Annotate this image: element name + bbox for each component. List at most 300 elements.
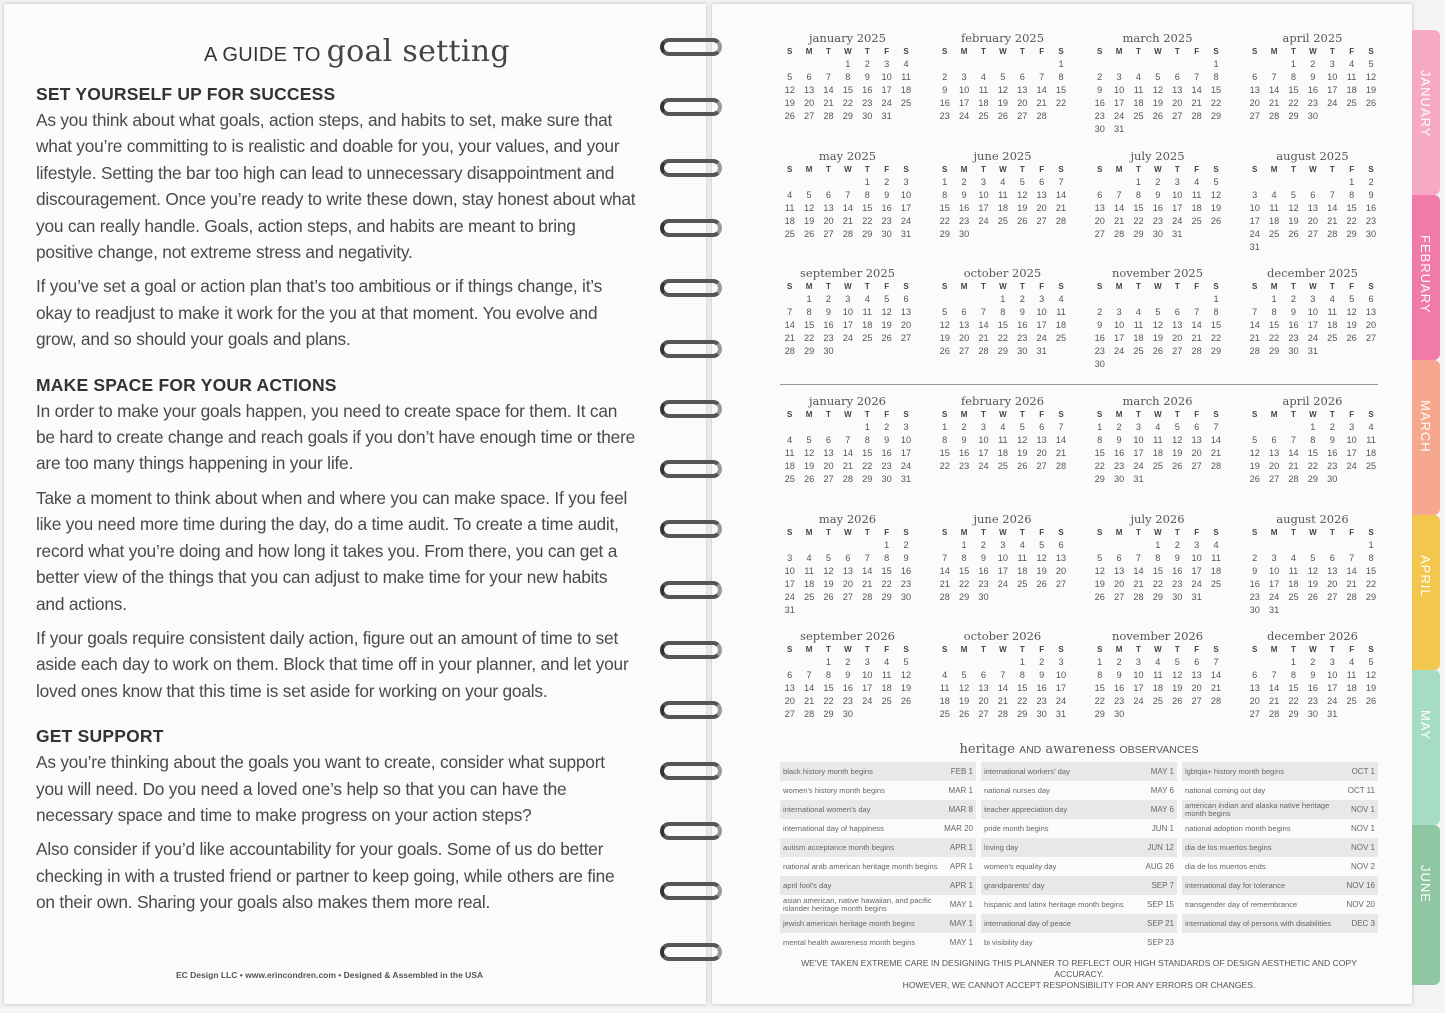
day-cell: 15 xyxy=(1307,448,1318,458)
day-cell: 16 xyxy=(842,683,853,693)
day-cell: 30 xyxy=(1327,474,1338,484)
day-cell: 4 xyxy=(1349,657,1355,667)
weekday-label: T xyxy=(864,645,870,654)
observance-name: teacher appreciation day xyxy=(984,804,1068,814)
weekday-label: M xyxy=(1115,282,1123,291)
day-cell: 7 xyxy=(1349,553,1355,563)
day-cell: 12 xyxy=(958,683,970,693)
day-cell: 23 xyxy=(1152,216,1163,226)
spiral-ring xyxy=(660,400,722,420)
day-cell: 22 xyxy=(939,216,950,226)
day-cell: 25 xyxy=(1055,333,1067,343)
day-cell: 27 xyxy=(1268,474,1280,484)
empty-day xyxy=(780,656,799,669)
day-cell: 24 xyxy=(1113,111,1125,121)
day-cell: 28 xyxy=(1249,346,1260,356)
day-cell: 4 xyxy=(1135,307,1142,317)
observance-date: SEP 15 xyxy=(1147,900,1174,909)
empty-day xyxy=(1245,293,1264,306)
obs-title-b: AND xyxy=(1019,744,1042,756)
day-cell: 11 xyxy=(978,85,989,95)
day-cell: 26 xyxy=(803,229,815,239)
day-cell: 13 xyxy=(1365,307,1377,317)
day-cell: 3 xyxy=(1116,72,1122,82)
day-cell: 27 xyxy=(1249,709,1260,719)
day-cell: 12 xyxy=(803,448,815,458)
observance-date: NOV 1 xyxy=(1350,824,1375,833)
weekday-label: S xyxy=(1252,165,1258,174)
weekday-label: T xyxy=(1136,410,1141,419)
day-cell: 15 xyxy=(862,203,873,213)
day-cell: 21 xyxy=(842,461,853,471)
section-heading: GET SUPPORT xyxy=(36,726,164,747)
day-cell: 10 xyxy=(1113,85,1125,95)
day-cell: 4 xyxy=(1194,177,1200,187)
empty-day xyxy=(1187,293,1206,306)
day-cell: 13 xyxy=(1268,448,1280,458)
day-cell: 23 xyxy=(900,579,912,589)
day-cell: 13 xyxy=(1055,553,1067,563)
month-calendar xyxy=(780,32,915,123)
tab-june[interactable] xyxy=(1412,825,1440,985)
day-cell: 7 xyxy=(980,307,987,317)
weekday-label: S xyxy=(1252,47,1258,56)
day-cell: 6 xyxy=(806,72,812,82)
weekday-label: W xyxy=(1154,165,1162,174)
day-cell: 7 xyxy=(1194,72,1200,82)
day-cell: 16 xyxy=(1113,683,1125,693)
weekday-label: S xyxy=(787,282,793,291)
empty-day xyxy=(1245,58,1264,71)
observance-date: OCT 1 xyxy=(1351,767,1375,776)
day-cell: 3 xyxy=(1271,553,1277,563)
day-cell: 4 xyxy=(787,435,793,445)
weekday-label: T xyxy=(981,410,986,419)
day-cell: 4 xyxy=(1271,190,1277,200)
weekday-label: S xyxy=(1213,47,1219,56)
empty-day xyxy=(838,421,857,434)
day-cell: 24 xyxy=(978,216,989,226)
weekday-label: T xyxy=(1291,282,1296,291)
day-cell: 21 xyxy=(1210,448,1222,458)
weekday-label: S xyxy=(1213,282,1219,291)
day-cell: 22 xyxy=(1288,98,1299,108)
observance-date: MAR 20 xyxy=(944,824,973,833)
month-title: may 2026 xyxy=(818,512,877,526)
weekday-label: T xyxy=(981,528,986,537)
month-title: october 2026 xyxy=(963,629,1042,643)
empty-day xyxy=(780,176,799,189)
day-cell: 1 xyxy=(825,657,832,667)
month-calendar xyxy=(1090,513,1225,604)
weekday-label: T xyxy=(1019,528,1025,537)
observance-date: MAY 1 xyxy=(949,919,973,928)
day-cell: 4 xyxy=(1349,59,1355,69)
observance-name: international day of happiness xyxy=(783,823,884,833)
observance-name: women's history month begins xyxy=(783,785,885,795)
month-calendar xyxy=(1245,150,1380,254)
weekday-label: M xyxy=(805,282,813,291)
day-cell: 16 xyxy=(1365,203,1377,213)
weekday-label: F xyxy=(884,528,890,537)
weekday-label: F xyxy=(1194,282,1200,291)
observance-name: national coming out day xyxy=(1185,785,1266,795)
month-calendar xyxy=(1245,630,1380,721)
empty-day xyxy=(935,656,954,669)
observance-row xyxy=(1182,876,1378,895)
day-cell: 29 xyxy=(803,346,815,356)
day-cell: 12 xyxy=(1249,448,1260,458)
day-cell: 27 xyxy=(1055,579,1067,589)
day-cell: 24 xyxy=(1307,333,1318,343)
weekday-label: S xyxy=(1252,282,1258,291)
day-cell: 21 xyxy=(1268,696,1280,706)
day-cell: 2 xyxy=(1310,657,1316,667)
day-cell: 12 xyxy=(1365,670,1377,680)
day-cell: 28 xyxy=(1055,216,1067,226)
day-cell: 12 xyxy=(900,670,912,680)
month-calendar xyxy=(1090,267,1225,371)
day-cell: 31 xyxy=(1172,229,1183,239)
day-cell: 27 xyxy=(958,346,970,356)
day-cell: 5 xyxy=(1039,540,1045,550)
day-cell: 5 xyxy=(961,670,967,680)
day-cell: 11 xyxy=(1346,670,1357,680)
weekday-label: F xyxy=(1349,165,1355,174)
weekday-label: F xyxy=(1194,645,1200,654)
day-cell: 7 xyxy=(1213,422,1219,432)
day-cell: 1 xyxy=(1213,59,1219,69)
day-cell: 4 xyxy=(1019,540,1025,550)
day-cell: 24 xyxy=(1191,579,1202,589)
day-cell: 26 xyxy=(784,111,795,121)
month-calendar xyxy=(780,395,915,486)
day-cell: 1 xyxy=(845,59,851,69)
observance-name: international women's day xyxy=(783,804,871,814)
tab-label: JUNE xyxy=(1418,865,1433,903)
tab-label: APRIL xyxy=(1418,555,1433,598)
day-cell: 17 xyxy=(900,203,912,213)
tab-february[interactable] xyxy=(1412,195,1440,360)
observance-row xyxy=(780,838,976,857)
empty-day xyxy=(974,58,993,71)
day-cell: 24 xyxy=(842,333,853,343)
tab-march[interactable] xyxy=(1412,360,1440,515)
day-cell: 1 xyxy=(942,177,948,187)
day-cell: 8 xyxy=(845,72,851,82)
empty-day xyxy=(1264,656,1283,669)
day-cell: 19 xyxy=(1172,448,1183,458)
day-cell: 30 xyxy=(1172,592,1183,602)
day-cell: 10 xyxy=(900,435,912,445)
day-cell: 23 xyxy=(1017,333,1028,343)
weekday-label: S xyxy=(1097,165,1103,174)
weekday-label: W xyxy=(1154,645,1162,654)
day-cell: 10 xyxy=(1346,435,1357,445)
observance-row xyxy=(981,781,1177,800)
day-cell: 17 xyxy=(1249,216,1260,226)
day-cell: 28 xyxy=(978,346,989,356)
day-cell: 3 xyxy=(980,422,987,432)
day-cell: 10 xyxy=(1191,553,1202,563)
day-cell: 18 xyxy=(1017,566,1028,576)
tab-may[interactable] xyxy=(1412,670,1440,825)
weekday-label: W xyxy=(844,282,852,291)
day-cell: 11 xyxy=(1056,307,1066,317)
day-cell: 12 xyxy=(939,320,950,330)
day-cell: 27 xyxy=(1327,592,1338,602)
day-cell: 18 xyxy=(881,683,892,693)
day-cell: 16 xyxy=(958,448,970,458)
weekday-label: F xyxy=(1194,165,1200,174)
day-cell: 8 xyxy=(1097,670,1103,680)
day-cell: 1 xyxy=(1310,422,1316,432)
month-calendar xyxy=(1090,150,1225,241)
day-cell: 24 xyxy=(1172,216,1183,226)
month-title: june 2025 xyxy=(973,149,1032,163)
day-cell: 4 xyxy=(1058,294,1064,304)
day-cell: 9 xyxy=(1368,190,1374,200)
empty-day xyxy=(858,539,877,552)
day-cell: 12 xyxy=(1017,190,1028,200)
day-cell: 27 xyxy=(1249,111,1260,121)
day-cell: 17 xyxy=(1133,448,1144,458)
day-cell: 20 xyxy=(1191,683,1202,693)
day-cell: 21 xyxy=(978,333,989,343)
day-cell: 29 xyxy=(997,346,1008,356)
day-cell: 28 xyxy=(823,111,834,121)
day-cell: 2 xyxy=(1097,307,1103,317)
day-cell: 21 xyxy=(1055,203,1067,213)
observance-date: NOV 1 xyxy=(1350,805,1375,814)
empty-day xyxy=(1090,176,1109,189)
day-cell: 12 xyxy=(784,85,795,95)
day-cell: 19 xyxy=(1017,203,1028,213)
day-cell: 27 xyxy=(842,592,853,602)
day-cell: 16 xyxy=(823,320,834,330)
weekday-label: F xyxy=(884,165,890,174)
day-cell: 30 xyxy=(1017,346,1028,356)
day-cell: 31 xyxy=(881,111,892,121)
weekday-label: S xyxy=(942,47,948,56)
day-cell: 13 xyxy=(823,203,834,213)
day-cell: 22 xyxy=(862,461,873,471)
weekday-label: W xyxy=(999,528,1007,537)
day-cell: 18 xyxy=(997,203,1008,213)
day-cell: 12 xyxy=(803,203,815,213)
empty-day xyxy=(1129,58,1148,71)
day-cell: 2 xyxy=(1252,553,1258,563)
weekday-label: W xyxy=(1309,165,1317,174)
weekday-label: S xyxy=(1213,528,1219,537)
day-cell: 31 xyxy=(1327,709,1338,719)
observance-name: international day for tolerance xyxy=(1185,880,1286,890)
weekday-label: S xyxy=(1213,410,1219,419)
month-title: july 2025 xyxy=(1130,149,1185,163)
weekday-label: S xyxy=(1252,528,1258,537)
day-cell: 19 xyxy=(823,579,834,589)
weekday-label: S xyxy=(1097,645,1103,654)
day-cell: 9 xyxy=(1310,670,1316,680)
day-cell: 13 xyxy=(1191,435,1202,445)
day-cell: 3 xyxy=(1349,422,1355,432)
weekday-label: W xyxy=(999,282,1007,291)
observance-date: APR 1 xyxy=(949,881,973,890)
weekday-label: T xyxy=(1291,410,1296,419)
observance-row xyxy=(780,800,976,819)
day-cell: 15 xyxy=(1268,320,1280,330)
day-cell: 2 xyxy=(1116,657,1122,667)
observance-row xyxy=(981,819,1177,838)
month-calendar xyxy=(1090,395,1225,486)
day-cell: 10 xyxy=(1327,670,1338,680)
day-cell: 17 xyxy=(1268,579,1280,589)
day-cell: 9 xyxy=(884,435,890,445)
day-cell: 25 xyxy=(1365,461,1377,471)
observance-date: SEP 21 xyxy=(1147,919,1174,928)
month-title: february 2025 xyxy=(960,31,1045,45)
day-cell: 7 xyxy=(1213,657,1219,667)
day-cell: 17 xyxy=(1327,85,1338,95)
day-cell: 17 xyxy=(1055,683,1067,693)
day-cell: 1 xyxy=(1097,657,1103,667)
weekday-label: T xyxy=(826,645,831,654)
day-cell: 5 xyxy=(942,307,948,317)
day-cell: 27 xyxy=(1036,461,1047,471)
day-cell: 2 xyxy=(1019,294,1025,304)
day-cell: 26 xyxy=(1152,111,1163,121)
month-calendar xyxy=(1090,630,1225,721)
day-cell: 16 xyxy=(881,448,892,458)
empty-day xyxy=(799,176,818,189)
weekday-label: M xyxy=(960,165,968,174)
day-cell: 15 xyxy=(1094,683,1105,693)
day-cell: 12 xyxy=(1152,85,1163,95)
weekday-label: T xyxy=(981,645,986,654)
tab-january[interactable] xyxy=(1412,30,1440,195)
observance-name: april fool's day xyxy=(783,880,832,890)
weekday-label: W xyxy=(999,410,1007,419)
observance-date: MAR 8 xyxy=(948,805,973,814)
day-cell: 26 xyxy=(881,333,892,343)
day-cell: 13 xyxy=(1036,435,1047,445)
weekday-label: T xyxy=(1019,410,1025,419)
divider xyxy=(780,384,1378,385)
observance-date: APR 1 xyxy=(949,862,973,871)
day-cell: 8 xyxy=(942,435,948,445)
day-cell: 24 xyxy=(1268,592,1280,602)
day-cell: 7 xyxy=(1039,72,1045,82)
day-cell: 14 xyxy=(978,320,989,330)
day-cell: 23 xyxy=(1307,696,1318,706)
weekday-label: W xyxy=(844,528,852,537)
day-cell: 3 xyxy=(961,72,967,82)
empty-day xyxy=(819,176,838,189)
day-cell: 30 xyxy=(1288,346,1299,356)
observance-date: JUN 1 xyxy=(1151,824,1174,833)
day-cell: 27 xyxy=(1191,461,1202,471)
day-cell: 11 xyxy=(862,307,873,317)
weekday-label: W xyxy=(1309,645,1317,654)
day-cell: 23 xyxy=(842,696,853,706)
day-cell: 2 xyxy=(845,657,851,667)
day-cell: 28 xyxy=(997,709,1008,719)
day-cell: 9 xyxy=(1116,435,1122,445)
day-cell: 16 xyxy=(1288,320,1299,330)
weekday-label: M xyxy=(805,410,813,419)
month-title: november 2026 xyxy=(1111,629,1204,643)
tab-april[interactable] xyxy=(1412,515,1440,670)
day-cell: 6 xyxy=(1271,435,1277,445)
observance-row xyxy=(1182,819,1378,838)
day-cell: 5 xyxy=(1252,435,1258,445)
day-cell: 19 xyxy=(881,320,892,330)
day-cell: 1 xyxy=(1213,294,1219,304)
day-cell: 11 xyxy=(901,72,911,82)
day-cell: 28 xyxy=(1268,709,1280,719)
day-cell: 19 xyxy=(803,461,815,471)
day-cell: 24 xyxy=(881,98,892,108)
day-cell: 7 xyxy=(845,190,851,200)
day-cell: 13 xyxy=(1191,670,1202,680)
empty-day xyxy=(1148,293,1167,306)
day-cell: 27 xyxy=(1094,229,1105,239)
day-cell: 20 xyxy=(823,216,834,226)
day-cell: 9 xyxy=(942,85,948,95)
observance-name: national adoption month begins xyxy=(1185,823,1291,833)
day-cell: 7 xyxy=(1271,72,1277,82)
disclaimer xyxy=(780,958,1378,991)
day-cell: 13 xyxy=(958,320,970,330)
day-cell: 4 xyxy=(942,670,948,680)
weekday-label: T xyxy=(826,47,831,56)
day-cell: 22 xyxy=(1133,216,1144,226)
observance-date: MAY 6 xyxy=(1150,805,1174,814)
day-cell: 17 xyxy=(958,98,970,108)
day-cell: 9 xyxy=(1155,190,1161,200)
day-cell: 20 xyxy=(1249,98,1260,108)
day-cell: 18 xyxy=(1191,203,1202,213)
day-cell: 14 xyxy=(1113,203,1125,213)
weekday-label: S xyxy=(1058,165,1064,174)
day-cell: 31 xyxy=(1249,242,1260,252)
day-cell: 18 xyxy=(784,216,795,226)
day-cell: 11 xyxy=(1153,435,1163,445)
day-cell: 14 xyxy=(862,566,873,576)
day-cell: 27 xyxy=(1113,592,1125,602)
day-cell: 22 xyxy=(823,696,834,706)
day-cell: 22 xyxy=(1152,579,1163,589)
observance-name: national nurses day xyxy=(984,785,1050,795)
day-cell: 5 xyxy=(1368,657,1374,667)
day-cell: 10 xyxy=(1327,72,1338,82)
day-cell: 25 xyxy=(881,696,892,706)
day-cell: 19 xyxy=(1307,579,1318,589)
empty-day xyxy=(1284,176,1303,189)
day-cell: 12 xyxy=(1172,435,1183,445)
day-cell: 13 xyxy=(823,448,834,458)
day-cell: 15 xyxy=(803,320,815,330)
day-cell: 22 xyxy=(958,579,970,589)
day-cell: 29 xyxy=(842,111,853,121)
day-cell: 28 xyxy=(1191,346,1202,356)
day-cell: 11 xyxy=(1327,307,1338,317)
day-cell: 5 xyxy=(1368,59,1374,69)
day-cell: 17 xyxy=(881,85,892,95)
day-cell: 11 xyxy=(1017,553,1028,563)
spiral-ring xyxy=(660,882,722,902)
day-cell: 13 xyxy=(1327,566,1338,576)
